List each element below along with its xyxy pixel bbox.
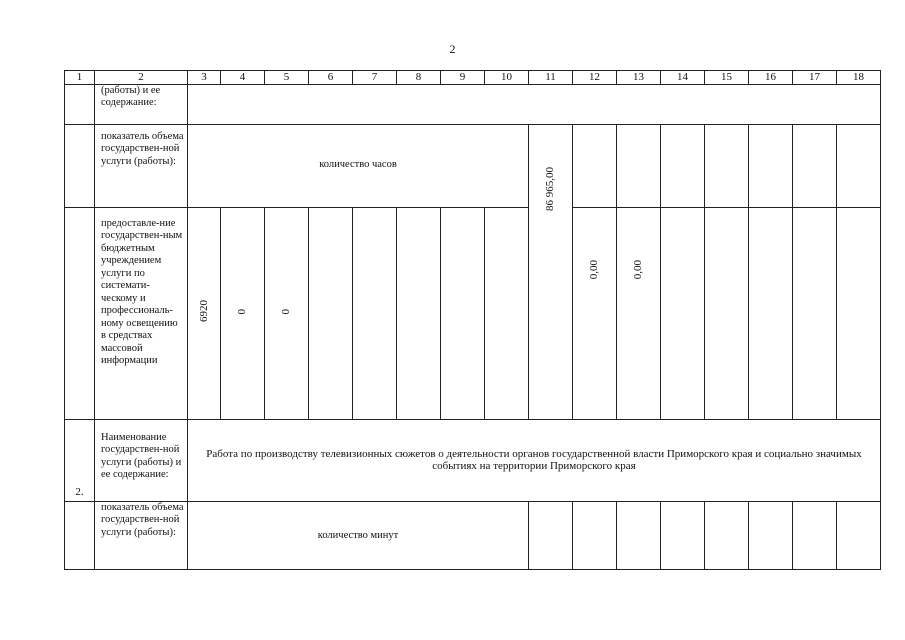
service-label: предоставле-ние государствен-ным бюджетным учреждением услуги по системати-ческому и профессиональ-ному освещению в средствах массовой информации xyxy=(95,207,188,419)
cell-col-14 xyxy=(661,124,705,207)
cell-col-13 xyxy=(617,207,661,419)
column-header: 13 xyxy=(617,71,661,85)
cell-col-12 xyxy=(573,124,617,207)
cell-col-8 xyxy=(397,207,441,419)
work-description: Работа по производству телевизионных сюжетов о деятельности органов государственной власти Приморского края и социально значимых событиях на территории Приморского края xyxy=(188,419,881,501)
cell-col-18 xyxy=(837,207,881,419)
value-col-11: 86 965,00 xyxy=(544,166,557,211)
column-header: 9 xyxy=(441,71,485,85)
content-label: (работы) и ее содержание: xyxy=(95,84,188,124)
cell-col-15 xyxy=(705,501,749,569)
cell-col-11 xyxy=(529,124,573,419)
column-header: 15 xyxy=(705,71,749,85)
row-number-cell xyxy=(65,207,95,419)
row-number-cell xyxy=(65,501,95,569)
table-row-work-2 xyxy=(65,419,881,501)
cell-col-16 xyxy=(749,501,793,569)
row-number-2: 2. xyxy=(65,419,95,501)
work-label: Наименование государствен-ной услуги (работы) и ее содержание: xyxy=(95,419,188,501)
value-col-13: 0,00 xyxy=(632,259,645,279)
column-header: 14 xyxy=(661,71,705,85)
value-col-5: 0 xyxy=(280,309,293,315)
cell-col-12 xyxy=(573,501,617,569)
cell-col-6 xyxy=(309,207,353,419)
cell-col-18 xyxy=(837,124,881,207)
volume-unit-hours: количество часов xyxy=(188,124,529,207)
column-header: 11 xyxy=(529,71,573,85)
column-header: 2 xyxy=(95,71,188,85)
table-row-volume-hours xyxy=(65,124,881,207)
column-header: 1 xyxy=(65,71,95,85)
column-header: 10 xyxy=(485,71,529,85)
cell-col-15 xyxy=(705,207,749,419)
row-number-cell xyxy=(65,124,95,207)
value-col-3: 6920 xyxy=(197,299,210,322)
table-row-content xyxy=(65,84,881,124)
services-table xyxy=(64,70,881,570)
cell-col-4 xyxy=(221,207,265,419)
cell-col-13 xyxy=(617,501,661,569)
cell-col-17 xyxy=(793,207,837,419)
table-row-service xyxy=(65,207,881,419)
column-header: 7 xyxy=(353,71,397,85)
value-col-4: 0 xyxy=(236,309,249,315)
cell-col-18 xyxy=(837,501,881,569)
column-header: 4 xyxy=(221,71,265,85)
cell-col-14 xyxy=(661,207,705,419)
cell-col-16 xyxy=(749,207,793,419)
column-header: 6 xyxy=(309,71,353,85)
volume-label: показатель объема государствен-ной услуги (работы): xyxy=(95,124,188,207)
cell-col-7 xyxy=(353,207,397,419)
table-row-volume-minutes xyxy=(65,501,881,569)
volume-unit-minutes: количество минут xyxy=(188,501,529,569)
column-header: 17 xyxy=(793,71,837,85)
cell-col-10 xyxy=(485,207,529,419)
content-value-cell xyxy=(188,84,881,124)
column-header: 8 xyxy=(397,71,441,85)
cell-col-12 xyxy=(573,207,617,419)
column-header: 5 xyxy=(265,71,309,85)
column-header: 3 xyxy=(188,71,221,85)
cell-col-9 xyxy=(441,207,485,419)
value-col-12: 0,00 xyxy=(588,259,601,279)
cell-col-17 xyxy=(793,501,837,569)
cell-col-14 xyxy=(661,501,705,569)
cell-col-16 xyxy=(749,124,793,207)
column-header: 12 xyxy=(573,71,617,85)
cell-col-15 xyxy=(705,124,749,207)
cell-col-17 xyxy=(793,124,837,207)
cell-col-11 xyxy=(529,501,573,569)
row-number-cell xyxy=(65,84,95,124)
column-header: 18 xyxy=(837,71,881,85)
cell-col-13 xyxy=(617,124,661,207)
page-number: 2 xyxy=(449,42,456,56)
column-number-row xyxy=(65,71,881,85)
cell-col-3 xyxy=(188,207,221,419)
cell-col-5 xyxy=(265,207,309,419)
volume-label-2: показатель объема государствен-ной услуги (работы): xyxy=(95,501,188,569)
column-header: 16 xyxy=(749,71,793,85)
